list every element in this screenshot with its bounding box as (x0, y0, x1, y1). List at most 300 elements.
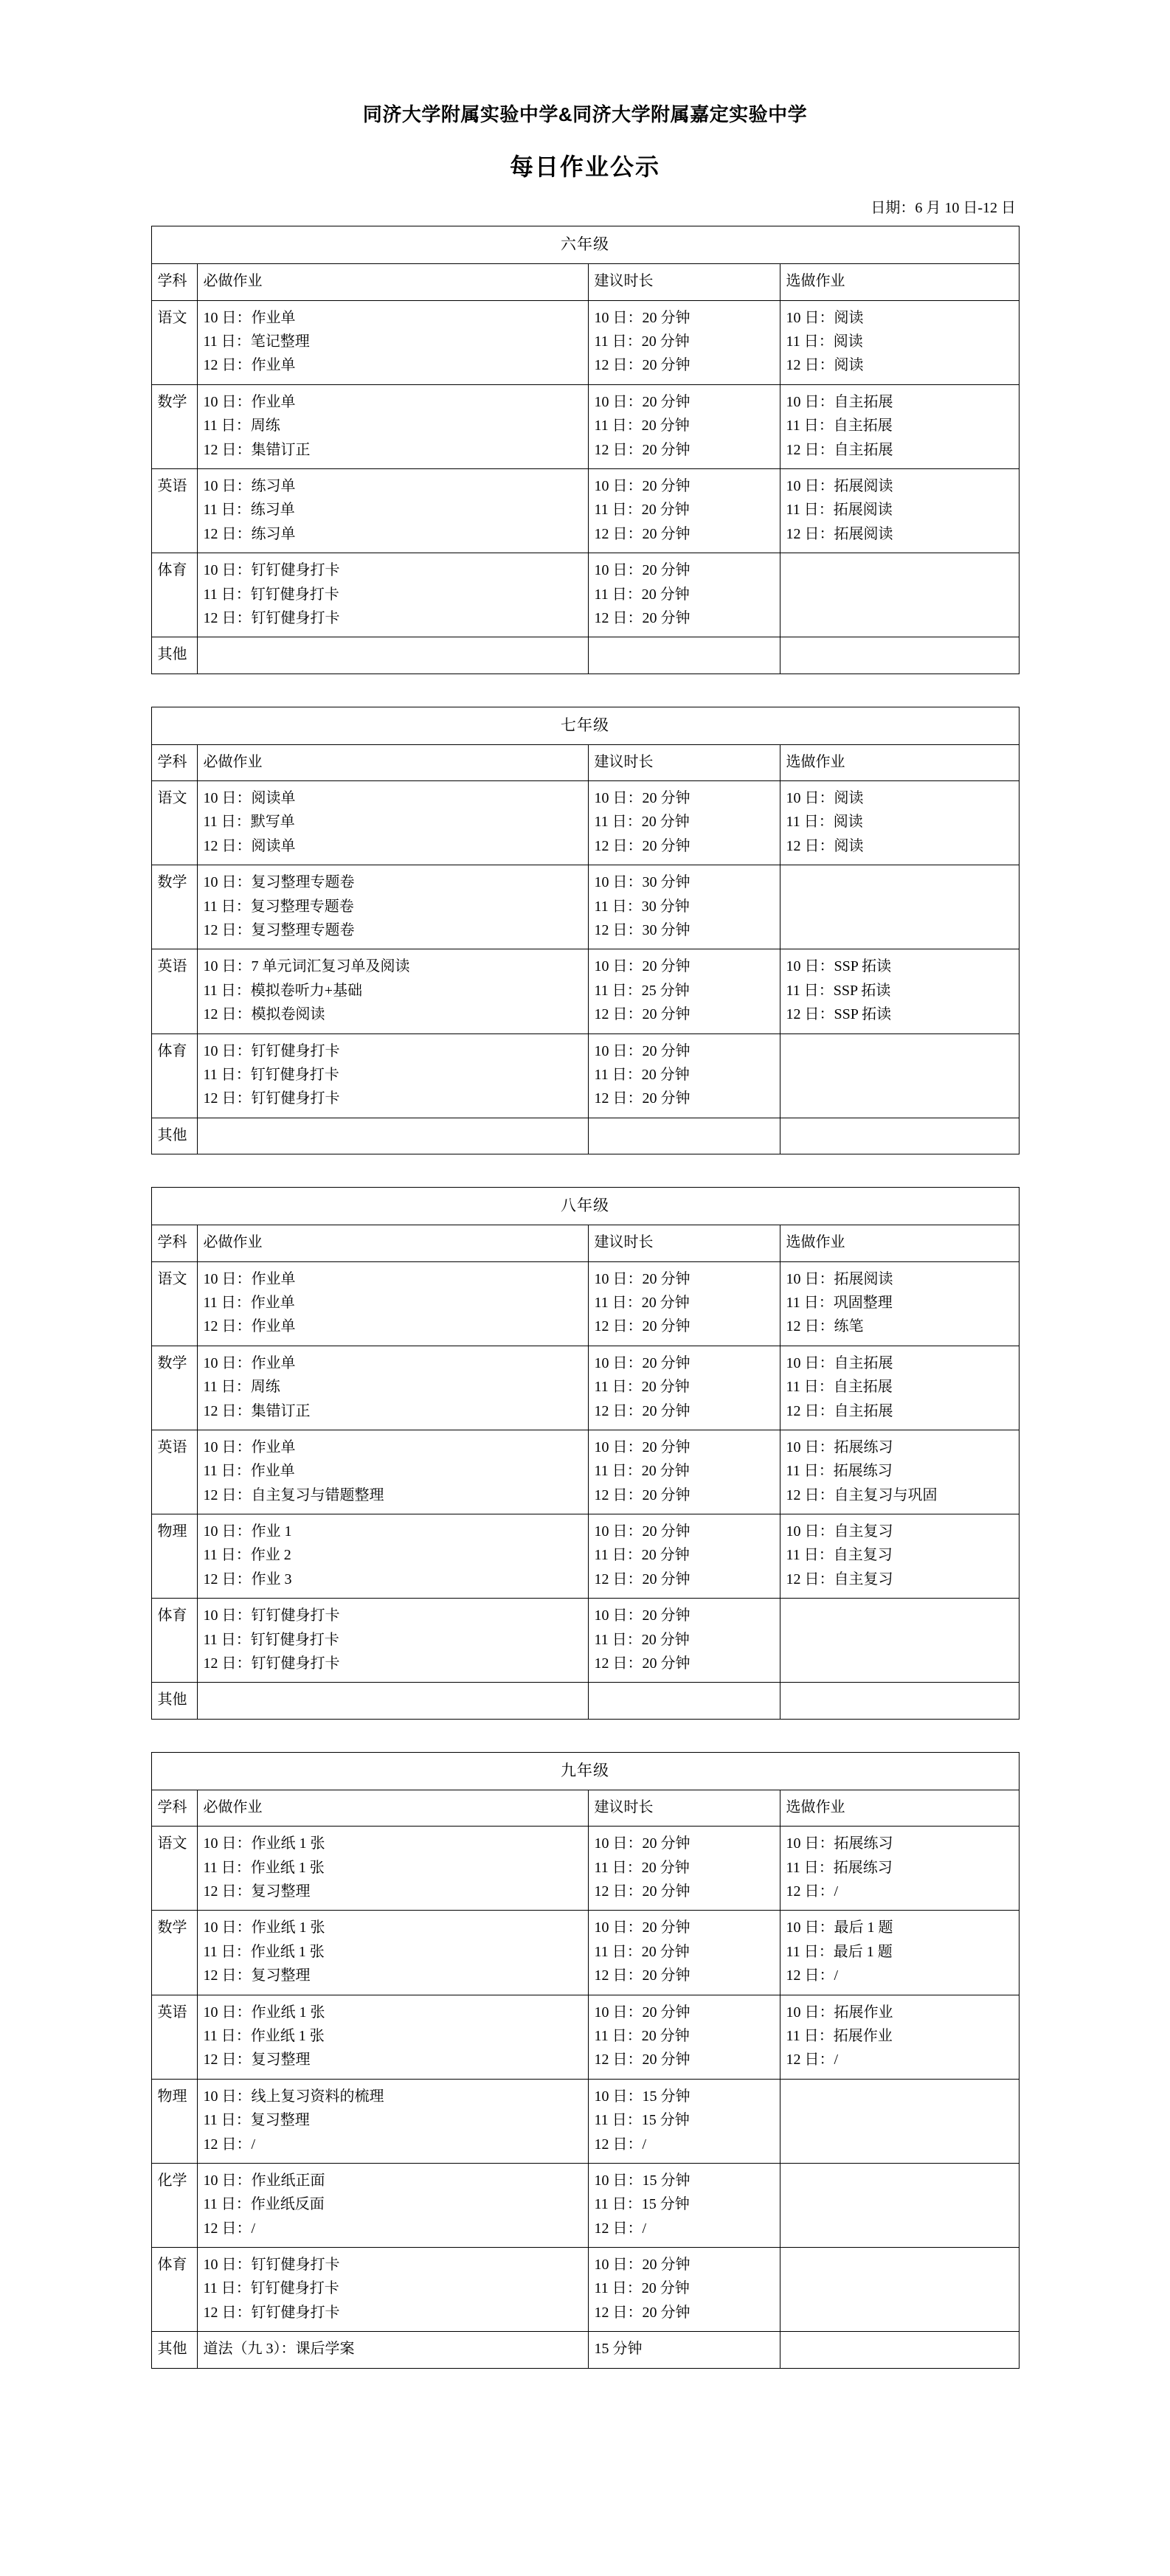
cell-line: 10 日：20 分钟 (594, 2004, 690, 2021)
cell-line: 10 日：20 分钟 (594, 1042, 690, 1059)
required-homework-cell (197, 2079, 588, 2163)
column-header-duration: 建议时长 (588, 1790, 780, 1826)
table-row (151, 1033, 1019, 1118)
cell-line: 10 日：20 分钟 (594, 393, 690, 410)
subject-cell: 其他 (151, 1118, 197, 1154)
optional-homework-cell (780, 1346, 1019, 1430)
cell-line: 12 日：20 分钟 (594, 1318, 690, 1335)
cell-line: 10 日：钉钉健身打卡 (203, 1042, 340, 1059)
subject-cell: 其他 (151, 2332, 197, 2368)
grade-spacer (151, 674, 1019, 707)
cell-line: 10 日：作业 1 (203, 1523, 292, 1540)
cell-line: 10 日：7 单元词汇复习单及阅读 (203, 958, 410, 975)
required-homework-cell (197, 1118, 588, 1154)
cell-line: 11 日：20 分钟 (594, 502, 690, 519)
cell-line: 11 日：最后 1 题 (786, 1943, 893, 1960)
optional-homework-cell (780, 1118, 1019, 1154)
cell-line: 11 日：复习整理专题卷 (203, 898, 354, 915)
subject-cell: 英语 (151, 1430, 197, 1514)
suggested-duration-cell (588, 2248, 780, 2332)
suggested-duration-cell (588, 1261, 780, 1346)
cell-line: 12 日：SSP 拓读 (786, 1006, 892, 1023)
subject-cell: 物理 (151, 2079, 197, 2163)
required-homework-cell (197, 2248, 588, 2332)
column-header-required: 必做作业 (197, 264, 588, 300)
cell-line: 11 日：作业单 (203, 1294, 295, 1311)
cell-line: 10 日：20 分钟 (594, 309, 690, 326)
subject-cell: 英语 (151, 1995, 197, 2079)
grade-spacer (151, 1719, 1019, 1752)
subject-cell: 数学 (151, 865, 197, 949)
table-row (151, 468, 1019, 553)
cell-line: 10 日：20 分钟 (594, 1835, 690, 1852)
cell-line: 11 日：SSP 拓读 (786, 982, 891, 999)
table-row (151, 1430, 1019, 1514)
cell-line: 12 日：阅读 (786, 837, 864, 854)
required-homework-cell (197, 1514, 588, 1599)
cell-line: 12 日：复习整理 (203, 1883, 311, 1900)
cell-line: 11 日：20 分钟 (594, 1294, 690, 1311)
cell-line: 10 日：最后 1 题 (786, 1919, 893, 1936)
table-row (151, 1261, 1019, 1346)
required-homework-cell (197, 1599, 588, 1683)
cell-line: 10 日：复习整理专题卷 (203, 874, 355, 891)
required-homework-cell (197, 300, 588, 384)
suggested-duration-cell (588, 637, 780, 674)
cell-line: 11 日：周练 (203, 418, 280, 434)
subject-cell: 数学 (151, 384, 197, 468)
required-homework-cell (197, 553, 588, 637)
cell-line: 12 日：20 分钟 (594, 2052, 690, 2068)
cell-line: 10 日：作业纸 1 张 (203, 1919, 325, 1936)
subject-cell: 语文 (151, 781, 197, 865)
optional-homework-cell (780, 1514, 1019, 1599)
cell-line: 10 日：作业纸 1 张 (203, 2004, 325, 2021)
subject-cell: 其他 (151, 637, 197, 674)
required-homework-cell (197, 1827, 588, 1911)
cell-line: 11 日：阅读 (786, 814, 863, 831)
cell-line: 12 日：模拟卷阅读 (203, 1006, 325, 1023)
grade-title: 六年级 (151, 226, 1019, 264)
optional-homework-cell (780, 1827, 1019, 1911)
cell-line: 12 日：钉钉健身打卡 (203, 1655, 340, 1672)
grade-header-row (151, 226, 1019, 264)
cell-line: 12 日：/ (786, 2052, 839, 2068)
subject-cell: 语文 (151, 1261, 197, 1346)
cell-line: 10 日：作业单 (203, 309, 296, 326)
optional-homework-cell (780, 2163, 1019, 2247)
subject-cell: 体育 (151, 2248, 197, 2332)
column-header-required: 必做作业 (197, 744, 588, 780)
cell-line: 10 日：钉钉健身打卡 (203, 2257, 340, 2274)
cell-line: 10 日：15 分钟 (594, 2088, 690, 2105)
column-header-optional: 选做作业 (780, 1790, 1019, 1826)
table-row (151, 1683, 1019, 1719)
cell-line: 11 日：钉钉健身打卡 (203, 2280, 339, 2297)
cell-line: 12 日：/ (594, 2220, 647, 2237)
cell-line: 10 日：拓展练习 (786, 1438, 893, 1455)
required-homework-cell (197, 1430, 588, 1514)
cell-line: 10 日：20 分钟 (594, 958, 690, 975)
required-homework-cell (197, 637, 588, 674)
school-title: 同济大学附属实验中学&同济大学附属嘉定实验中学 (362, 103, 808, 125)
cell-line: 12 日：复习整理 (203, 1967, 311, 1984)
cell-line: 12 日：自主复习与巩固 (786, 1486, 938, 1503)
cell-line: 12 日：/ (203, 2136, 256, 2153)
optional-homework-cell (780, 1911, 1019, 1995)
cell-line: 11 日：拓展练习 (786, 1859, 893, 1876)
cell-line: 12 日：30 分钟 (594, 922, 690, 939)
cell-line: 12 日：自主复习 (786, 1571, 893, 1588)
suggested-duration-cell (588, 300, 780, 384)
page-title: 每日作业公示 (509, 153, 660, 181)
column-header-optional: 选做作业 (780, 1225, 1019, 1261)
cell-line: 11 日：25 分钟 (594, 982, 690, 999)
suggested-duration-cell (588, 553, 780, 637)
cell-line: 10 日：20 分钟 (594, 790, 690, 807)
subject-cell: 体育 (151, 1033, 197, 1118)
column-header-optional: 选做作业 (780, 744, 1019, 780)
required-homework-cell (197, 2332, 588, 2368)
suggested-duration-cell (588, 865, 780, 949)
required-homework-cell (197, 1261, 588, 1346)
suggested-duration-cell (588, 1995, 780, 2079)
cell-line: 11 日：作业纸 1 张 (203, 1943, 325, 1960)
cell-line: 12 日：钉钉健身打卡 (203, 609, 340, 626)
subject-cell: 语文 (151, 300, 197, 384)
cell-line: 12 日：作业单 (203, 357, 296, 374)
cell-line: 11 日：20 分钟 (594, 333, 690, 350)
cell-line: 11 日：钉钉健身打卡 (203, 1631, 339, 1648)
optional-homework-cell (780, 468, 1019, 553)
suggested-duration-cell (588, 949, 780, 1033)
cell-line: 11 日：20 分钟 (594, 2027, 690, 2044)
cell-line: 10 日：20 分钟 (594, 1523, 690, 1540)
cell-line: 10 日：作业单 (203, 1438, 296, 1455)
cell-line: 12 日：/ (786, 1883, 839, 1900)
required-homework-cell (197, 384, 588, 468)
cell-line: 12 日：20 分钟 (594, 1655, 690, 1672)
cell-line: 10 日：20 分钟 (594, 477, 690, 494)
cell-line: 12 日：20 分钟 (594, 1883, 690, 1900)
suggested-duration-cell (588, 781, 780, 865)
cell-line: 10 日：自主拓展 (786, 1354, 893, 1371)
cell-line: 12 日：自主拓展 (786, 441, 893, 458)
column-header-duration: 建议时长 (588, 264, 780, 300)
required-homework-cell (197, 468, 588, 553)
cell-line: 10 日：线上复习资料的梳理 (203, 2088, 384, 2105)
cell-line: 11 日：拓展作业 (786, 2027, 893, 2044)
cell-line: 10 日：拓展阅读 (786, 477, 893, 494)
suggested-duration-cell (588, 1514, 780, 1599)
cell-line: 11 日：拓展练习 (786, 1463, 893, 1480)
table-row (151, 949, 1019, 1033)
table-row (151, 384, 1019, 468)
cell-line: 11 日：钉钉健身打卡 (203, 1066, 339, 1083)
suggested-duration-cell (588, 1430, 780, 1514)
cell-line: 11 日：20 分钟 (594, 1547, 690, 1564)
cell-line: 11 日：自主拓展 (786, 1379, 893, 1396)
suggested-duration-cell (588, 2332, 780, 2368)
cell-line: 10 日：20 分钟 (594, 1607, 690, 1624)
optional-homework-cell (780, 949, 1019, 1033)
cell-line: 10 日：SSP 拓读 (786, 958, 892, 975)
required-homework-cell (197, 781, 588, 865)
required-homework-cell (197, 1995, 588, 2079)
cell-line: 10 日：20 分钟 (594, 1438, 690, 1455)
grade-title: 九年级 (151, 1752, 1019, 1790)
cell-line: 11 日：笔记整理 (203, 333, 310, 350)
cell-line: 12 日：/ (203, 2220, 256, 2237)
optional-homework-cell (780, 1261, 1019, 1346)
column-header-optional: 选做作业 (780, 264, 1019, 300)
cell-line: 12 日：练习单 (203, 525, 296, 542)
cell-line: 11 日：15 分钟 (594, 2112, 690, 2129)
optional-homework-cell (780, 1599, 1019, 1683)
cell-line: 11 日：20 分钟 (594, 1379, 690, 1396)
cell-line: 12 日：20 分钟 (594, 1006, 690, 1023)
cell-line: 12 日：作业单 (203, 1318, 296, 1335)
suggested-duration-cell (588, 468, 780, 553)
table-row (151, 1514, 1019, 1599)
cell-line: 12 日：20 分钟 (594, 1571, 690, 1588)
subject-cell: 英语 (151, 468, 197, 553)
grade-title: 七年级 (151, 707, 1019, 744)
optional-homework-cell (780, 300, 1019, 384)
table-row (151, 1346, 1019, 1430)
cell-line: 12 日：复习整理 (203, 2052, 311, 2068)
cell-line: 12 日：20 分钟 (594, 1402, 690, 1419)
column-header-subject: 学科 (151, 1790, 197, 1826)
cell-line: 10 日：20 分钟 (594, 1354, 690, 1371)
table-row (151, 1118, 1019, 1154)
table-row (151, 1599, 1019, 1683)
optional-homework-cell (780, 384, 1019, 468)
cell-line: 12 日：20 分钟 (594, 609, 690, 626)
cell-line: 12 日：20 分钟 (594, 357, 690, 374)
optional-homework-cell (780, 1995, 1019, 2079)
table-row (151, 2163, 1019, 2247)
column-header-subject: 学科 (151, 744, 197, 780)
table-row (151, 553, 1019, 637)
cell-line: 10 日：阅读 (786, 790, 864, 807)
cell-line: 10 日：拓展练习 (786, 1835, 893, 1852)
cell-line: 11 日：20 分钟 (594, 1631, 690, 1648)
subject-cell: 化学 (151, 2163, 197, 2247)
column-header-subject: 学科 (151, 264, 197, 300)
optional-homework-cell (780, 1033, 1019, 1118)
cell-line: 12 日：钉钉健身打卡 (203, 2304, 340, 2321)
table-row (151, 300, 1019, 384)
cell-line: 11 日：拓展阅读 (786, 502, 893, 519)
cell-line: 12 日：20 分钟 (594, 525, 690, 542)
document-header (0, 0, 1170, 182)
cell-line: 11 日：20 分钟 (594, 418, 690, 434)
cell-line: 10 日：作业单 (203, 393, 296, 410)
cell-line: 10 日：自主复习 (786, 1523, 893, 1540)
date-label: 日期：6 月 10 日-12 日 (870, 200, 1016, 217)
cell-line: 10 日：拓展作业 (786, 2004, 893, 2021)
suggested-duration-cell (588, 1118, 780, 1154)
cell-line: 12 日：自主拓展 (786, 1402, 893, 1419)
cell-line: 10 日：20 分钟 (594, 2257, 690, 2274)
cell-line: 10 日：阅读单 (203, 790, 296, 807)
table-row (151, 1827, 1019, 1911)
cell-line: 11 日：20 分钟 (594, 1463, 690, 1480)
table-row (151, 2248, 1019, 2332)
cell-line: 12 日：练笔 (786, 1318, 864, 1335)
cell-line: 10 日：作业单 (203, 1354, 296, 1371)
column-header-required: 必做作业 (197, 1790, 588, 1826)
optional-homework-cell (780, 2332, 1019, 2368)
subject-cell: 体育 (151, 1599, 197, 1683)
cell-line: 10 日：阅读 (786, 309, 864, 326)
suggested-duration-cell (588, 1346, 780, 1430)
grade-spacer (151, 1154, 1019, 1188)
suggested-duration-cell (588, 384, 780, 468)
optional-homework-cell (780, 865, 1019, 949)
suggested-duration-cell (588, 2163, 780, 2247)
table-row (151, 1995, 1019, 2079)
cell-line: 10 日：作业纸 1 张 (203, 1835, 325, 1852)
cell-line: 11 日：20 分钟 (594, 2280, 690, 2297)
subject-cell: 体育 (151, 553, 197, 637)
cell-line: 12 日：20 分钟 (594, 1967, 690, 1984)
table-row (151, 781, 1019, 865)
cell-line: 12 日：/ (786, 1967, 839, 1984)
cell-line: 11 日：自主复习 (786, 1547, 893, 1564)
suggested-duration-cell (588, 1827, 780, 1911)
table-row (151, 2332, 1019, 2368)
column-header-subject: 学科 (151, 1225, 197, 1261)
cell-line: 10 日：20 分钟 (594, 1270, 690, 1287)
cell-line: 11 日：15 分钟 (594, 2196, 690, 2213)
grade-title: 八年级 (151, 1188, 1019, 1225)
grade-header-row (151, 1752, 1019, 1790)
subject-cell: 英语 (151, 949, 197, 1033)
column-header-required: 必做作业 (197, 1225, 588, 1261)
column-header-duration: 建议时长 (588, 1225, 780, 1261)
suggested-duration-cell (588, 1033, 780, 1118)
subject-cell: 数学 (151, 1346, 197, 1430)
cell-line: 12 日：阅读 (786, 357, 864, 374)
cell-line: 10 日：作业纸正面 (203, 2172, 325, 2189)
cell-line: 11 日：练习单 (203, 502, 295, 519)
suggested-duration-cell (588, 1683, 780, 1719)
table-row (151, 1911, 1019, 1995)
cell-line: 11 日：20 分钟 (594, 1943, 690, 1960)
cell-line: 11 日：模拟卷听力+基础 (203, 982, 363, 999)
subject-cell: 数学 (151, 1911, 197, 1995)
cell-line: 11 日：作业纸反面 (203, 2196, 325, 2213)
homework-table (151, 226, 1020, 2368)
cell-line: 10 日：20 分钟 (594, 1919, 690, 1936)
cell-line: 11 日：钉钉健身打卡 (203, 586, 339, 603)
column-header-row (151, 264, 1019, 300)
optional-homework-cell (780, 637, 1019, 674)
cell-line: 12 日：复习整理专题卷 (203, 922, 355, 939)
cell-line: 道法（九 3）：课后学案 (203, 2341, 355, 2358)
required-homework-cell (197, 1033, 588, 1118)
cell-line: 12 日：20 分钟 (594, 2304, 690, 2321)
cell-line: 12 日：集错订正 (203, 441, 311, 458)
cell-line: 12 日：作业 3 (203, 1571, 292, 1588)
cell-line: 10 日：15 分钟 (594, 2172, 690, 2189)
cell-line: 11 日：阅读 (786, 333, 863, 350)
subject-cell: 其他 (151, 1683, 197, 1719)
suggested-duration-cell (588, 1599, 780, 1683)
cell-line: 11 日：默写单 (203, 814, 295, 831)
optional-homework-cell (780, 2248, 1019, 2332)
date-line-container (151, 195, 1019, 217)
cell-line: 11 日：30 分钟 (594, 898, 690, 915)
subject-cell: 物理 (151, 1514, 197, 1599)
grade-header-row (151, 1188, 1019, 1225)
cell-line: 12 日：20 分钟 (594, 837, 690, 854)
optional-homework-cell (780, 781, 1019, 865)
cell-line: 12 日：拓展阅读 (786, 525, 893, 542)
suggested-duration-cell (588, 2079, 780, 2163)
cell-line: 10 日：20 分钟 (594, 562, 690, 579)
cell-line: 12 日：20 分钟 (594, 1486, 690, 1503)
cell-line: 10 日：拓展阅读 (786, 1270, 893, 1287)
cell-line: 15 分钟 (594, 2341, 643, 2358)
required-homework-cell (197, 1911, 588, 1995)
cell-line: 11 日：20 分钟 (594, 586, 690, 603)
cell-line: 12 日：阅读单 (203, 837, 296, 854)
cell-line: 12 日：自主复习与错题整理 (203, 1486, 384, 1503)
cell-line: 12 日：钉钉健身打卡 (203, 1090, 340, 1107)
cell-line: 11 日：周练 (203, 1379, 280, 1396)
optional-homework-cell (780, 553, 1019, 637)
cell-line: 10 日：作业单 (203, 1270, 296, 1287)
cell-line: 11 日：20 分钟 (594, 814, 690, 831)
table-row (151, 2079, 1019, 2163)
cell-line: 12 日：集错订正 (203, 1402, 311, 1419)
cell-line: 12 日：20 分钟 (594, 441, 690, 458)
cell-line: 11 日：作业 2 (203, 1547, 291, 1564)
cell-line: 11 日：复习整理 (203, 2112, 310, 2129)
cell-line: 10 日：钉钉健身打卡 (203, 562, 340, 579)
column-header-row (151, 1790, 1019, 1826)
required-homework-cell (197, 2163, 588, 2247)
cell-line: 11 日：作业单 (203, 1463, 295, 1480)
required-homework-cell (197, 1346, 588, 1430)
required-homework-cell (197, 949, 588, 1033)
optional-homework-cell (780, 1430, 1019, 1514)
optional-homework-cell (780, 1683, 1019, 1719)
table-row (151, 637, 1019, 674)
cell-line: 10 日：练习单 (203, 477, 296, 494)
cell-line: 11 日：20 分钟 (594, 1066, 690, 1083)
column-header-duration: 建议时长 (588, 744, 780, 780)
column-header-row (151, 744, 1019, 780)
suggested-duration-cell (588, 1911, 780, 1995)
cell-line: 11 日：作业纸 1 张 (203, 1859, 325, 1876)
cell-line: 10 日：钉钉健身打卡 (203, 1607, 340, 1624)
column-header-row (151, 1225, 1019, 1261)
optional-homework-cell (780, 2079, 1019, 2163)
required-homework-cell (197, 865, 588, 949)
cell-line: 10 日：30 分钟 (594, 874, 690, 891)
cell-line: 12 日：20 分钟 (594, 1090, 690, 1107)
required-homework-cell (197, 1683, 588, 1719)
cell-line: 11 日：自主拓展 (786, 418, 893, 434)
cell-line: 10 日：自主拓展 (786, 393, 893, 410)
subject-cell: 语文 (151, 1827, 197, 1911)
cell-line: 11 日：作业纸 1 张 (203, 2027, 325, 2044)
cell-line: 12 日：/ (594, 2136, 647, 2153)
